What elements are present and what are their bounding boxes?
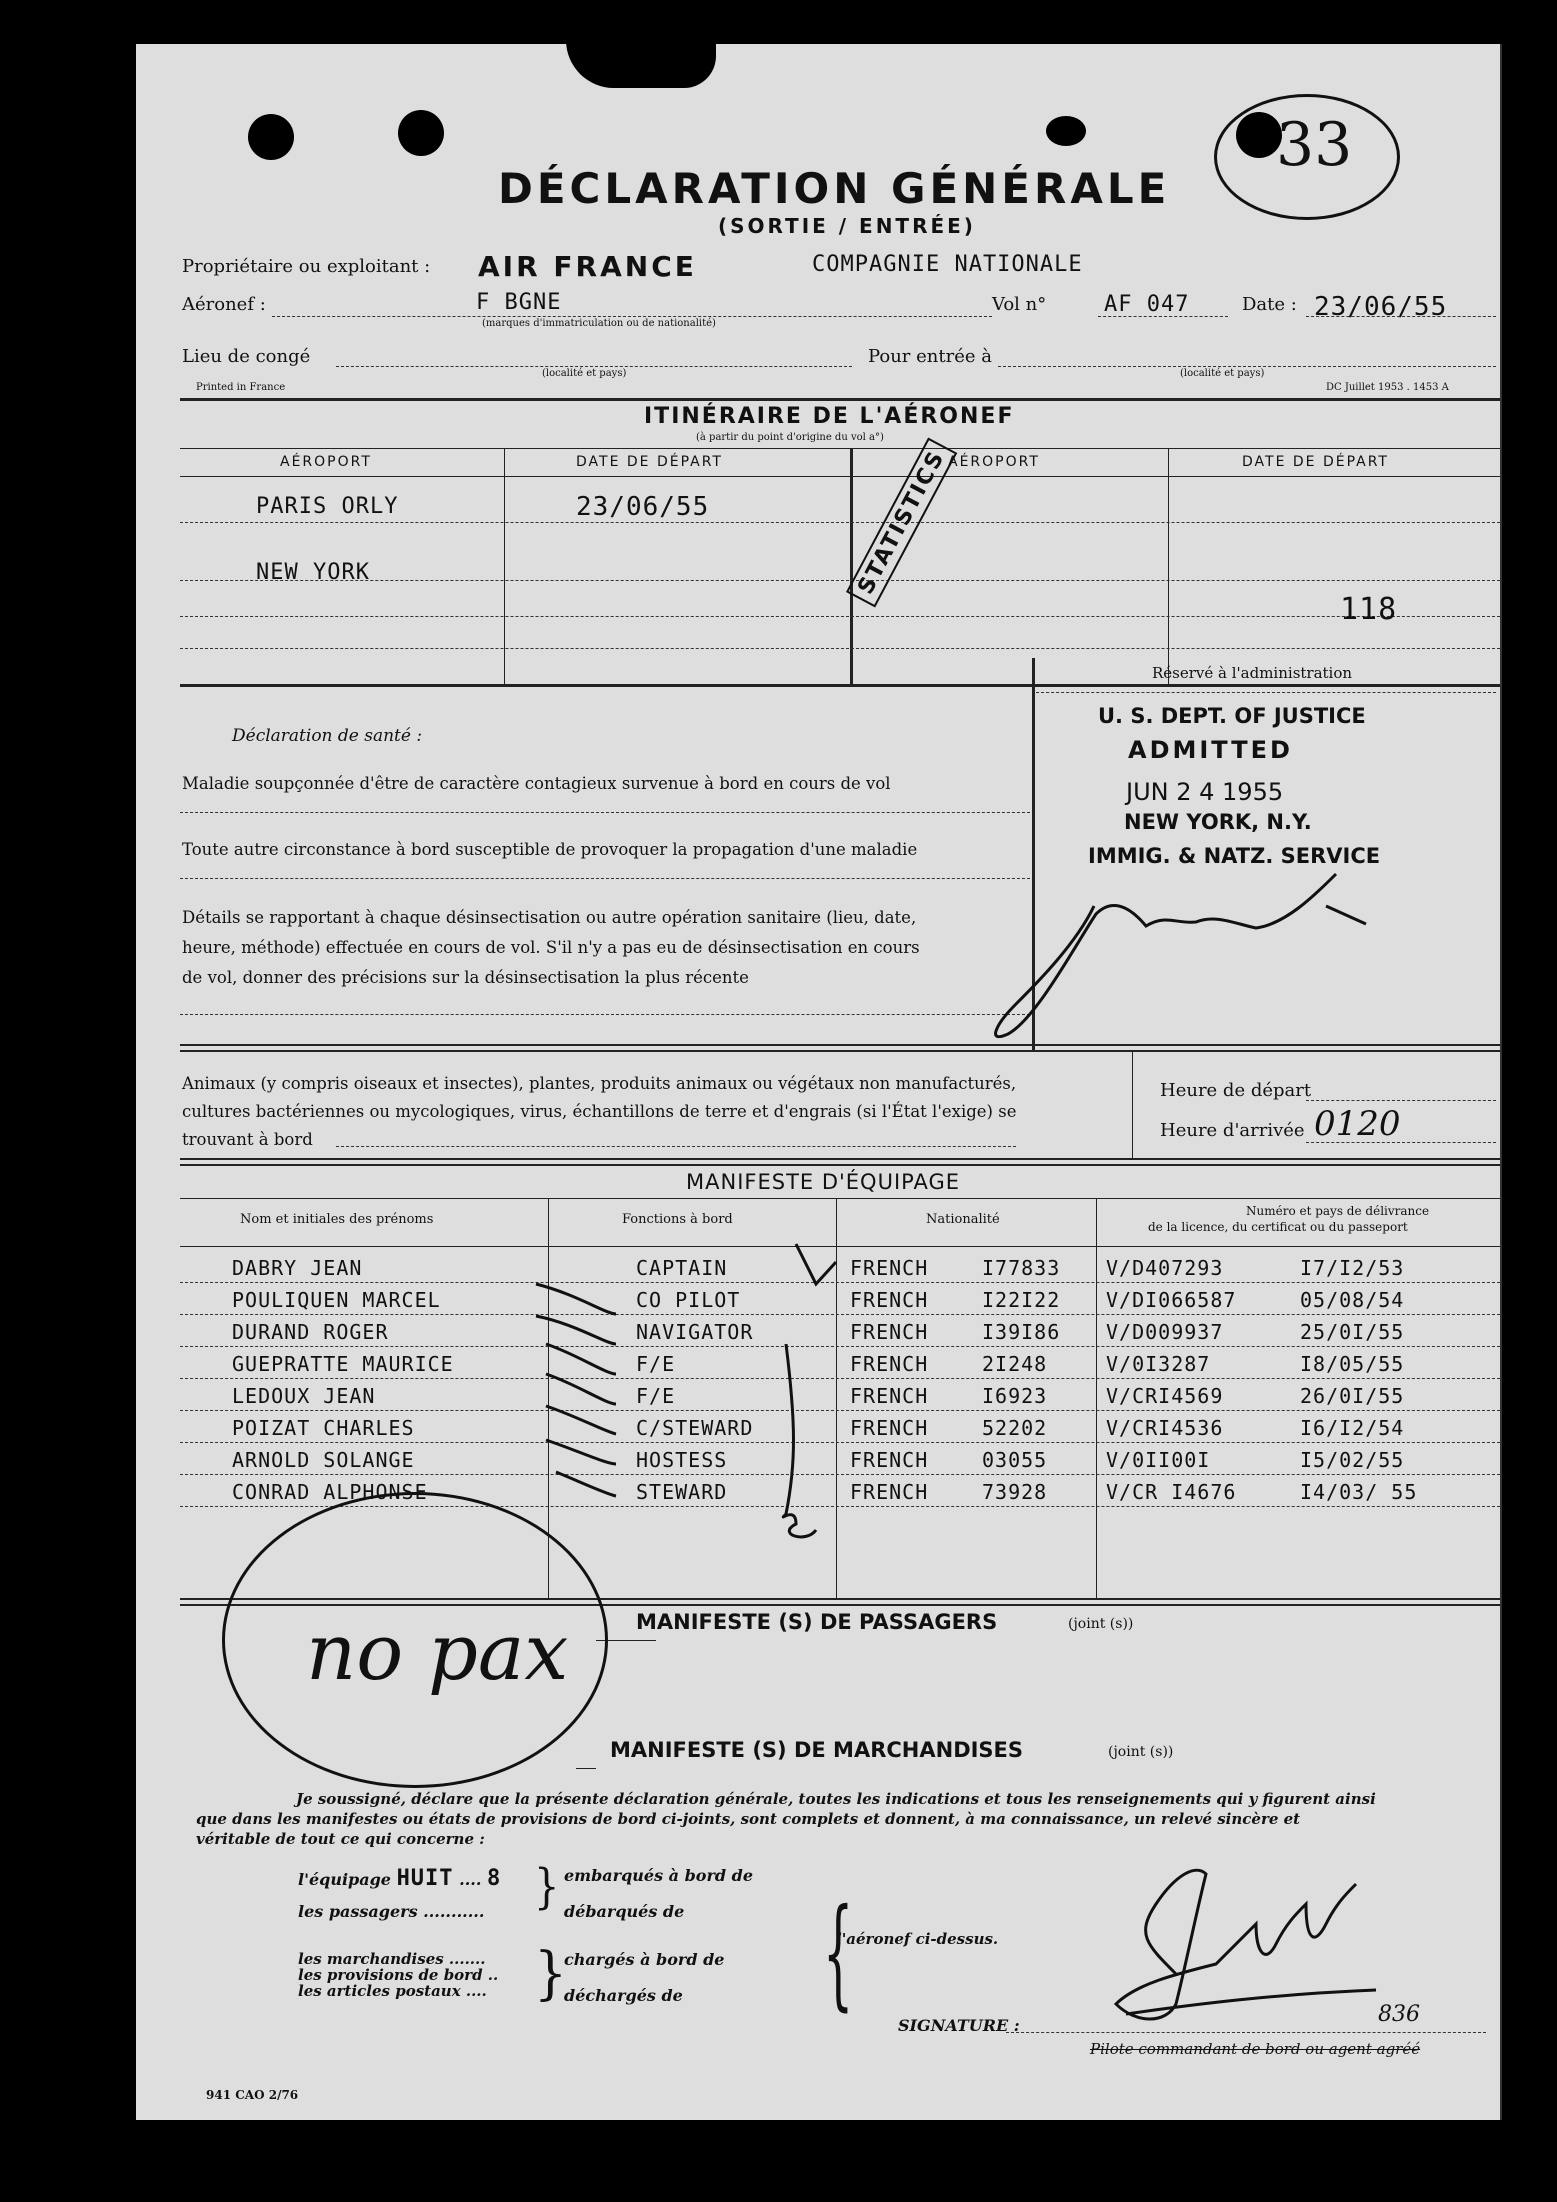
crew-member-license-date: 26/0I/55 xyxy=(1300,1384,1405,1408)
col-nationality: Nationalité xyxy=(926,1212,1000,1227)
captain-signature xyxy=(136,44,1557,2202)
health-line3a: Détails se rapportant à chaque désinsectisation ou autre opération sanitaire (lieu, date, xyxy=(182,908,917,927)
flight-value: AF 047 xyxy=(1104,292,1190,317)
stamp-dept: U. S. DEPT. OF JUSTICE xyxy=(1098,704,1366,728)
col-departure-date-2: DATE DE DÉPART xyxy=(1242,454,1389,470)
stamp-admitted: ADMITTED xyxy=(1128,736,1293,764)
brace-left-2: } xyxy=(534,1941,568,2007)
crew-count-text: l'équipage xyxy=(298,1870,391,1889)
handwritten-number: 33 xyxy=(1276,110,1353,180)
itinerary-airport-1: PARIS ORLY xyxy=(256,494,399,519)
col-license-2: de la licence, du certificat ou du passeport xyxy=(1148,1220,1408,1234)
form-subtitle: (SORTIE / ENTRÉE) xyxy=(718,214,976,238)
operator-value: AIR FRANCE xyxy=(478,250,697,283)
brace-right: { xyxy=(822,1884,854,2023)
health-line2: Toute autre circonstance à bord susceptible de provoquer la propagation d'une maladie xyxy=(182,840,918,859)
crew-member-license: V/0I3287 xyxy=(1106,1352,1211,1376)
clearance-label: Lieu de congé xyxy=(182,346,311,367)
cargo-joint: (joint (s)) xyxy=(1108,1744,1174,1760)
brace-left: } xyxy=(534,1859,560,1915)
crew-member-name: CONRAD ALPHONSE xyxy=(232,1480,428,1504)
crew-member-number: 03055 xyxy=(982,1448,1048,1472)
no-pax-handwritten: no pax xyxy=(306,1608,569,1698)
crew-member-function: STEWARD xyxy=(636,1480,728,1504)
entry-label: Pour entrée à xyxy=(868,346,992,367)
crew-member-function: C/STEWARD xyxy=(636,1416,754,1440)
crew-count-word: HUIT xyxy=(396,1866,454,1891)
passengers-label: MANIFESTE (S) DE PASSAGERS xyxy=(636,1610,998,1634)
animals-line3: trouvant à bord xyxy=(182,1130,313,1149)
signature-label: SIGNATURE : xyxy=(898,2016,1020,2035)
declaration-form xyxy=(136,44,1502,2120)
crew-member-license-date: I7/I2/53 xyxy=(1300,1256,1405,1280)
crew-member-number: 73928 xyxy=(982,1480,1048,1504)
goods-label: les marchandises ....... xyxy=(298,1950,486,1968)
crew-member-nationality: FRENCH xyxy=(850,1480,929,1504)
declaration-text1: Je soussigné, déclare que la présente déclaration générale, toutes les indications et tous les renseignements qui y figurent ainsi xyxy=(296,1790,1376,1808)
stamp-date: JUN 2 4 1955 xyxy=(1126,778,1284,806)
itinerary-note: (à partir du point d'origine du vol a°) xyxy=(696,432,884,443)
crew-member-license: V/CRI4569 xyxy=(1106,1384,1224,1408)
crew-member-license-date: 05/08/54 xyxy=(1300,1288,1405,1312)
crew-member-number: 52202 xyxy=(982,1416,1048,1440)
col-function: Fonctions à bord xyxy=(622,1212,733,1227)
stamp-service: IMMIG. & NATZ. SERVICE xyxy=(1088,844,1381,868)
crew-member-nationality: FRENCH xyxy=(850,1352,929,1376)
crew-member-nationality: FRENCH xyxy=(850,1288,929,1312)
crew-member-function: F/E xyxy=(636,1352,676,1376)
crew-member-number: I77833 xyxy=(982,1256,1061,1280)
loaded-label: chargés à bord de xyxy=(564,1950,725,1969)
form-title: DÉCLARATION GÉNÉRALE xyxy=(498,164,1171,213)
crew-member-function: CO PILOT xyxy=(636,1288,741,1312)
passengers-joint: (joint (s)) xyxy=(1068,1616,1134,1632)
date-label: Date : xyxy=(1242,294,1297,315)
declaration-text2: que dans les manifestes ou états de provisions de bord ci-joints, sont complets et donnent, à ma connaissance, un relevé sincère et xyxy=(196,1810,1301,1828)
mail-label: les articles postaux .... xyxy=(298,1982,487,2000)
col-departure-date: DATE DE DÉPART xyxy=(576,454,723,470)
itinerary-date-1: 23/06/55 xyxy=(576,492,710,522)
crew-member-name: DURAND ROGER xyxy=(232,1320,389,1344)
cargo-label: MANIFESTE (S) DE MARCHANDISES xyxy=(610,1738,1024,1762)
col-airport-2: AÉROPORT xyxy=(948,454,1040,470)
crew-member-license-date: I8/05/55 xyxy=(1300,1352,1405,1376)
entry-note: (localité et pays) xyxy=(1180,368,1265,379)
crew-member-name: GUEPRATTE MAURICE xyxy=(232,1352,454,1376)
crew-member-license: V/CR I4676 xyxy=(1106,1480,1237,1504)
crew-member-nationality: FRENCH xyxy=(850,1384,929,1408)
crew-member-name: POIZAT CHARLES xyxy=(232,1416,415,1440)
clearance-note: (localité et pays) xyxy=(542,368,627,379)
col-name: Nom et initiales des prénoms xyxy=(240,1212,434,1227)
provisions-label: les provisions de bord .. xyxy=(298,1966,499,1984)
itinerary-title: ITINÉRAIRE DE L'AÉRONEF xyxy=(644,404,1015,429)
aircraft-note: (marques d'immatriculation ou de nationalité) xyxy=(482,318,716,329)
crew-member-nationality: FRENCH xyxy=(850,1416,929,1440)
operator-extra: COMPAGNIE NATIONALE xyxy=(812,252,1083,277)
crew-member-license-date: 25/0I/55 xyxy=(1300,1320,1405,1344)
health-line3b: heure, méthode) effectuée en cours de vol. S'il n'y a pas eu de désinsectisation en cours xyxy=(182,938,920,957)
col-license-1: Numéro et pays de délivrance xyxy=(1246,1204,1430,1218)
arrival-time-label: Heure d'arrivée xyxy=(1160,1120,1305,1141)
unloaded-label: déchargés de xyxy=(564,1986,683,2005)
aircraft-value: F BGNE xyxy=(476,290,562,315)
crew-member-number: I22I22 xyxy=(982,1288,1061,1312)
crew-member-license: V/DI066587 xyxy=(1106,1288,1237,1312)
crew-member-function: NAVIGATOR xyxy=(636,1320,754,1344)
arrival-time-value: 0120 xyxy=(1314,1104,1401,1144)
date-value: 23/06/55 xyxy=(1314,292,1448,322)
aircraft-label: Aéronef : xyxy=(182,294,266,315)
crew-title: MANIFESTE D'ÉQUIPAGE xyxy=(686,1170,960,1194)
footer-code: 941 CAO 2/76 xyxy=(206,2088,299,2102)
crew-member-license: V/0II00I xyxy=(1106,1448,1211,1472)
animals-line1: Animaux (y compris oiseaux et insectes), plantes, produits animaux ou végétaux non manufacturés, xyxy=(182,1074,1017,1093)
crew-member-nationality: FRENCH xyxy=(850,1448,929,1472)
printer-right: DC Juillet 1953 . 1453 A xyxy=(1326,382,1449,393)
health-title: Déclaration de santé : xyxy=(232,726,423,746)
crew-member-number: I39I86 xyxy=(982,1320,1061,1344)
embarked-label: embarqués à bord de xyxy=(564,1866,754,1885)
disembarked-label: débarqués de xyxy=(564,1902,685,1921)
signature-role: Pilote commandant de bord ou agent agréé xyxy=(1090,2040,1421,2058)
crew-member-license: V/D407293 xyxy=(1106,1256,1224,1280)
declaration-text3: véritable de tout ce qui concerne : xyxy=(196,1830,485,1848)
crew-member-function: HOSTESS xyxy=(636,1448,728,1472)
itinerary-number: 118 xyxy=(1340,592,1398,627)
departure-time-label: Heure de départ xyxy=(1160,1080,1312,1101)
crew-member-number: 2I248 xyxy=(982,1352,1048,1376)
signature-number: 836 xyxy=(1378,2002,1420,2027)
crew-member-function: CAPTAIN xyxy=(636,1256,728,1280)
crew-count-label: l'équipage HUIT .... 8 xyxy=(298,1866,502,1891)
col-airport: AÉROPORT xyxy=(280,454,372,470)
printer-left: Printed in France xyxy=(196,382,286,393)
stamp-city: NEW YORK, N.Y. xyxy=(1124,810,1312,834)
crew-member-license-date: I4/03/ 55 xyxy=(1300,1480,1418,1504)
crew-member-number: I6923 xyxy=(982,1384,1048,1408)
crew-member-name: POULIQUEN MARCEL xyxy=(232,1288,441,1312)
crew-member-function: F/E xyxy=(636,1384,676,1408)
crew-count-number: 8 xyxy=(486,1866,502,1891)
operator-label: Propriétaire ou exploitant : xyxy=(182,256,431,277)
itinerary-airport-2: NEW YORK xyxy=(256,560,370,585)
crew-member-name: DABRY JEAN xyxy=(232,1256,363,1280)
crew-member-nationality: FRENCH xyxy=(850,1320,929,1344)
crew-member-license-date: I6/I2/54 xyxy=(1300,1416,1405,1440)
admin-reserved-label: Réservé à l'administration xyxy=(1152,664,1353,682)
crew-member-nationality: FRENCH xyxy=(850,1256,929,1280)
crew-member-name: LEDOUX JEAN xyxy=(232,1384,376,1408)
flight-label: Vol n° xyxy=(992,294,1047,315)
health-line3c: de vol, donner des précisions sur la désinsectisation la plus récente xyxy=(182,968,749,987)
passengers-count-label: les passagers ........... xyxy=(298,1902,485,1921)
statistics-stamp: STATISTICS xyxy=(846,437,957,607)
health-line1: Maladie soupçonnée d'être de caractère contagieux survenue à bord en cours de vol xyxy=(182,774,891,793)
aircraft-above-label: l'aéronef ci-dessus. xyxy=(836,1930,999,1948)
crew-member-license: V/CRI4536 xyxy=(1106,1416,1224,1440)
crew-member-name: ARNOLD SOLANGE xyxy=(232,1448,415,1472)
animals-line2: cultures bactériennes ou mycologiques, virus, échantillons de terre et d'engrais (si l'État l'exige) se xyxy=(182,1102,1017,1121)
crew-member-license-date: I5/02/55 xyxy=(1300,1448,1405,1472)
crew-member-license: V/D009937 xyxy=(1106,1320,1224,1344)
